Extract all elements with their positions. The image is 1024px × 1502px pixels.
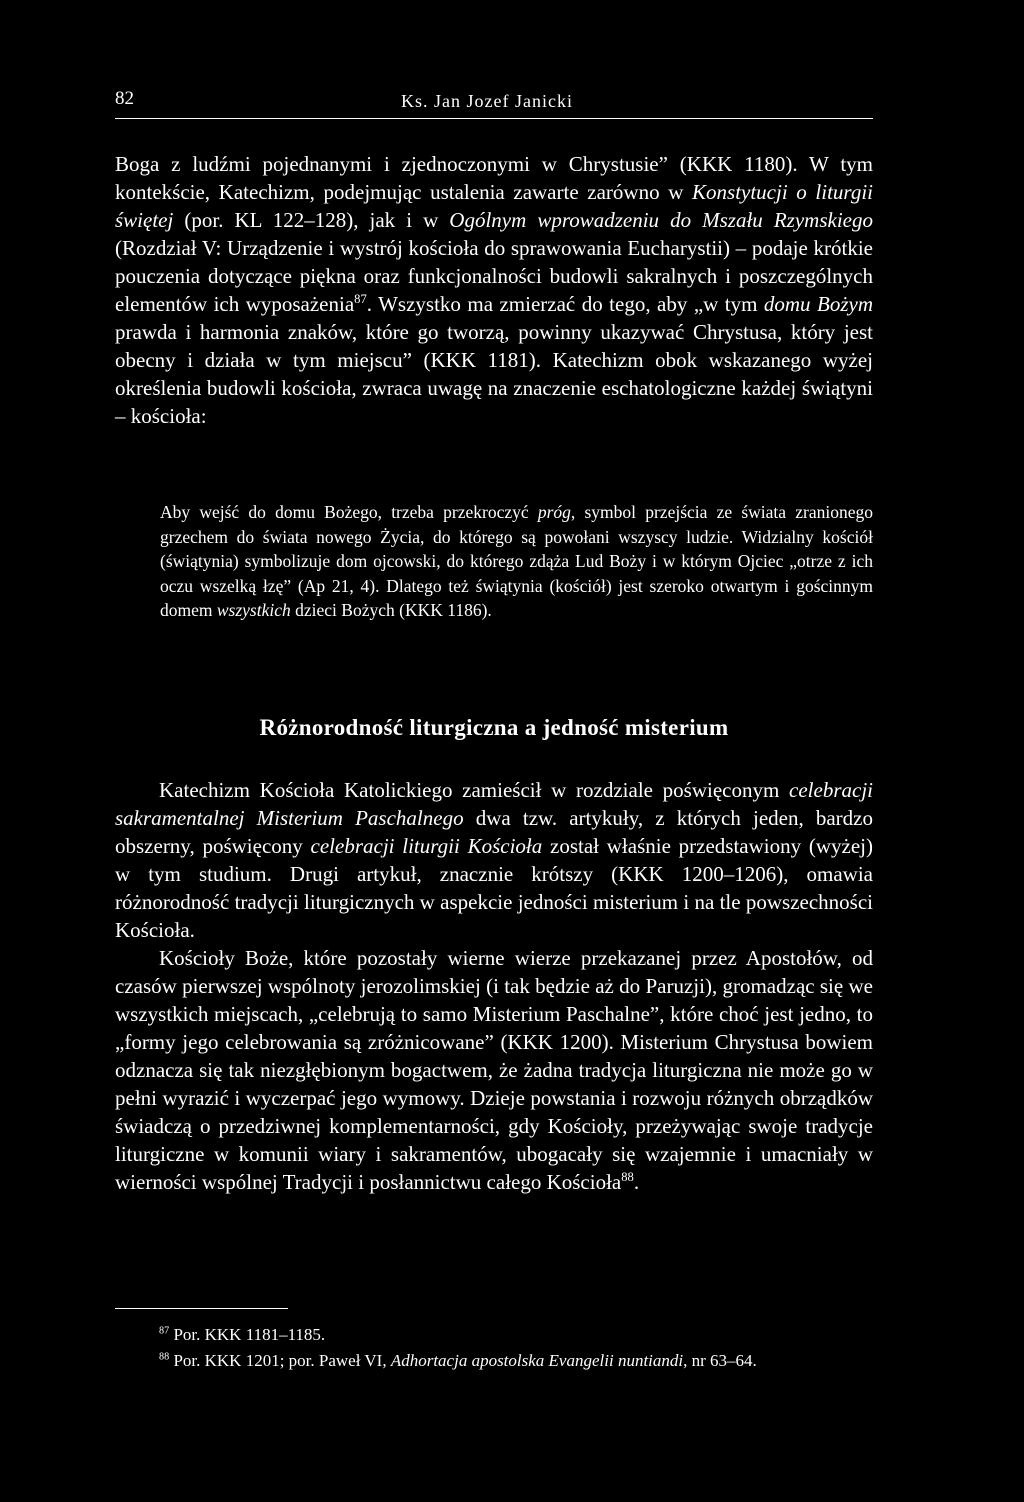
italic-title: Ogólnym wprowadzeniu do Mszału Rzymskiego <box>449 208 873 232</box>
running-header <box>115 88 873 119</box>
page-number: 82 <box>115 88 134 109</box>
text-run: Kościoły Boże, które pozostały wierne wierze przekazanej przez Apostołów, od czasów pierwszej wspólnoty jerozolimskiej (i tak będzie aż do Paruzji), gromadząc się we wszystkich miejscach, „celebrują to samo Misterium Paschalne”, które choć jest jedno, to „formy jego celebrowania są zróżnicowane” (KKK 1200). Misterium Chrystusa bowiem odznacza się tak niezgłębionym bogactwem, że żadna tradycja liturgiczna nie może go w pełni wyrazić i wyczerpać jego wymowy. Dzieje powstania i rozwoju różnych obrządków świadczą o przedziwnej komplementarności, gdy Kościoły, przeżywając swoje tradycje liturgiczne w komunii wiary i sakramentów, ubogacały się wzajemnie i umacniały w wierności wspólnej Tradycji i posłannictwu całego Kościoła <box>115 946 873 1194</box>
footnote-text: Por. KKK 1181–1185. <box>169 1325 326 1344</box>
section-heading: Różnorodność liturgiczna a jedność misterium <box>259 715 729 740</box>
text-run: Boga z ludźmi pojednanymi i zjednoczonymi w Chrystusie” (KKK 1180). W tym kontekście, Katechizm, podejmując ustalenia zawarte zarówno w <box>115 152 873 204</box>
paragraph-2 <box>115 776 873 944</box>
footnote-number: 88 <box>159 1351 170 1363</box>
text-run: Aby wejść do domu Bożego, trzeba przekroczyć <box>160 502 538 522</box>
italic-title: Adhortacja apostolska Evangelii nuntiandi <box>390 1351 684 1370</box>
text-run: . Wszystko ma zmierzać do tego, aby „w tym <box>366 292 764 316</box>
italic-phrase: próg <box>537 502 571 522</box>
italic-phrase: domu Bożym <box>763 292 874 316</box>
text-run: (Rozdział V: Urządzenie i wystrój kościoła do sprawowania Eucharystii) – podaje krótkie pouczenia dotyczące piękna oraz funkcjonalności budowli sakralnych i poszczególnych elementów ich wyposażenia <box>115 236 873 316</box>
footnote-text: Por. KKK 1201; por. Paweł VI, <box>169 1351 391 1370</box>
running-head-author: Ks. Jan Jozef Janicki <box>401 91 573 111</box>
footnote-number: 87 <box>159 1325 170 1337</box>
italic-phrase: celebracji liturgii Kościoła <box>310 834 543 858</box>
text-run: dwa tzw. artykuły, z których jeden, bardzo obszerny, poświęcony <box>115 806 873 858</box>
text-run: został właśnie przedstawiony (wyżej) w tym studium. Drugi artykuł, znacznie krótszy (KKK 1200–1206), omawia różnorodność tradycji liturgicznych w aspekcie jedności misterium i na tle powszechności Kościoła. <box>115 834 873 942</box>
paragraph-1 <box>115 150 873 430</box>
italic-phrase: wszystkich <box>216 600 291 620</box>
footnote-88 <box>115 1348 873 1374</box>
footnote-ref[interactable]: 87 <box>354 292 367 306</box>
text-run: , symbol przejścia ze świata zranionego grzechem do świata nowego Życia, do którego są powołani wszyscy ludzie. Widzialny kościół (świątynia) symbolizuje dom ojcowski, do którego zdąża Lud Boży i w którym Ojciec „otrze z ich oczu wszelką łzę” (Ap 21, 4). Dlatego też świątynia (kościół) jest szeroko otwartym i gościnnym domem <box>160 502 873 620</box>
italic-title: Konstytucji o liturgii świętej <box>115 180 873 232</box>
italic-phrase: celebracji sakramentalnej Misterium Paschalnego <box>115 778 873 830</box>
footnotes <box>115 1322 873 1374</box>
block-quote-text <box>160 500 873 623</box>
text-run: Katechizm Kościoła Katolickiego zamieścił w rozdziale poświęconym <box>159 778 790 802</box>
text-run: prawda i harmonia znaków, które go tworzą, powinny ukazywać Chrystusa, który jest obecny i działa w tym miejscu” (KKK 1181). Katechizm obok wskazanego wyżej określenia budowli kościoła, zwraca uwagę na znaczenie eschatologiczne każdej świątyni – kościoła: <box>115 320 873 428</box>
footnote-ref[interactable]: 88 <box>621 1170 634 1184</box>
text-run: dzieci Bożych (KKK 1186). <box>290 600 492 620</box>
footnote-87 <box>115 1322 873 1348</box>
block-quote <box>160 500 873 623</box>
section-2-body <box>115 776 873 1196</box>
footnote-text: , nr 63–64. <box>683 1351 757 1370</box>
paragraph-1-text <box>115 150 873 430</box>
footnote-separator <box>115 1308 288 1309</box>
text-run: (por. KL 122–128), jak i w <box>173 208 450 232</box>
paragraph-3 <box>115 944 873 1196</box>
text-run: . <box>633 1170 640 1194</box>
